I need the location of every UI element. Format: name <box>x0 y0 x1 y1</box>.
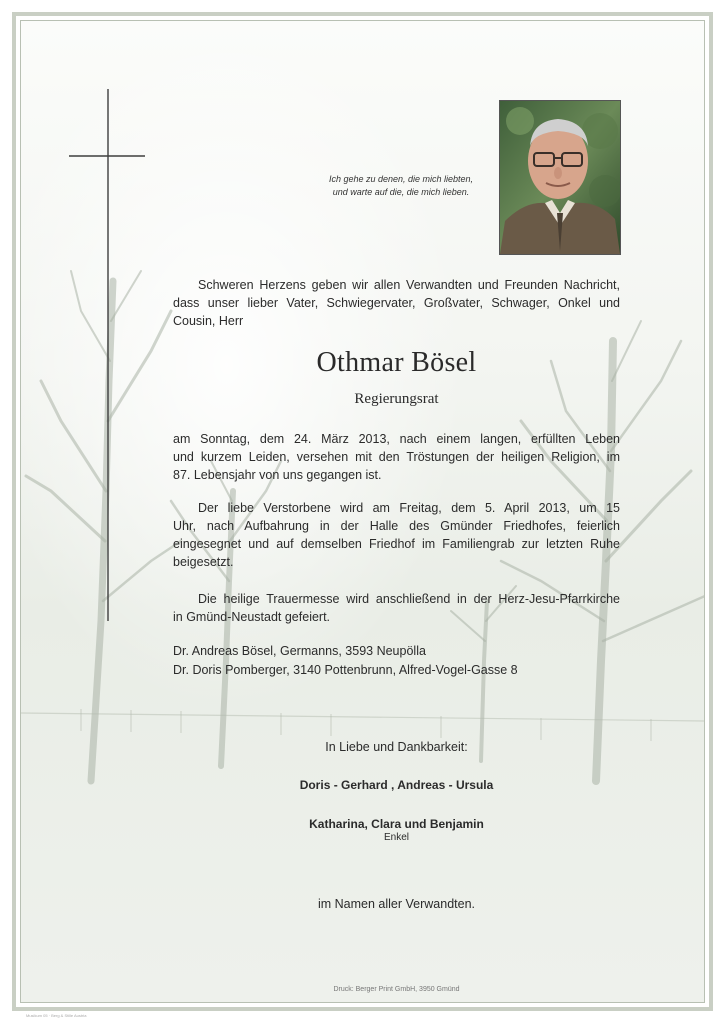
deceased-title: Regierungsrat <box>354 391 439 407</box>
portrait-photo <box>499 100 621 255</box>
notice-page <box>20 20 705 1003</box>
funeral-paragraph <box>173 499 620 571</box>
portrait-image <box>500 101 620 254</box>
quote-line: und warte auf die, die mich lieben. <box>332 187 470 197</box>
death-line: und kurzem Leiden, versehen mit den Tröstungen der heiligen Religion, im <box>173 450 620 464</box>
mass-paragraph <box>173 590 620 626</box>
death-line: 87. Lebensjahr von uns gegangen ist. <box>173 468 382 482</box>
mourner-line: Dr. Andreas Bösel, Germanns, 3593 Neupölla <box>173 644 426 658</box>
funeral-line: Der liebe Verstorbene wird am Freitag, dem 5. April 2013, um 15 <box>198 501 620 515</box>
funeral-line: eingesegnet und auf demselben Friedhof im Familiengrab zur letzten Ruhe <box>173 537 620 551</box>
micro-credit: Musikum 05 · Berg & Stille Austria <box>26 1013 87 1018</box>
mass-line: in Gmünd-Neustadt gefeiert. <box>173 610 331 624</box>
funeral-line: Uhr, nach Aufbahrung in der Halle des Gmünder Friedhofes, feierlich <box>173 519 620 533</box>
printer-credit: Druck: Berger Print GmbH, 3950 Gmünd <box>333 986 460 993</box>
quote-line: Ich gehe zu denen, die mich liebten, <box>328 174 474 184</box>
mass-line: Die heilige Trauermesse wird anschließend in der Herz-Jesu-Pfarrkirche <box>198 592 620 606</box>
intro-paragraph <box>173 276 620 330</box>
intro-line: Schweren Herzens geben wir allen Verwandten und Freunden Nachricht, <box>198 278 620 292</box>
relatives-line: im Namen aller Verwandten. <box>317 897 476 911</box>
grandchildren-names: Katharina, Clara und Benjamin <box>309 817 484 831</box>
death-paragraph <box>173 430 620 484</box>
grandchildren-label: Enkel <box>383 832 409 843</box>
children-names: Doris - Gerhard , Andreas - Ursula <box>299 778 494 792</box>
intro-line: Cousin, Herr <box>173 314 244 328</box>
deceased-name: Othmar Bösel <box>316 347 477 378</box>
funeral-line: beigesetzt. <box>173 555 234 569</box>
memorial-quote <box>271 173 531 199</box>
love-and-gratitude: In Liebe und Dankbarkeit: <box>325 740 468 754</box>
intro-line: dass unser lieber Vater, Schwiegervater, Großvater, Schwager, Onkel und <box>173 296 620 310</box>
death-line: am Sonntag, dem 24. März 2013, nach einem langen, erfüllten Leben <box>173 432 620 446</box>
cross-icon <box>21 21 161 641</box>
mourner-line: Dr. Doris Pomberger, 3140 Pottenbrunn, Alfred-Vogel-Gasse 8 <box>173 663 518 677</box>
